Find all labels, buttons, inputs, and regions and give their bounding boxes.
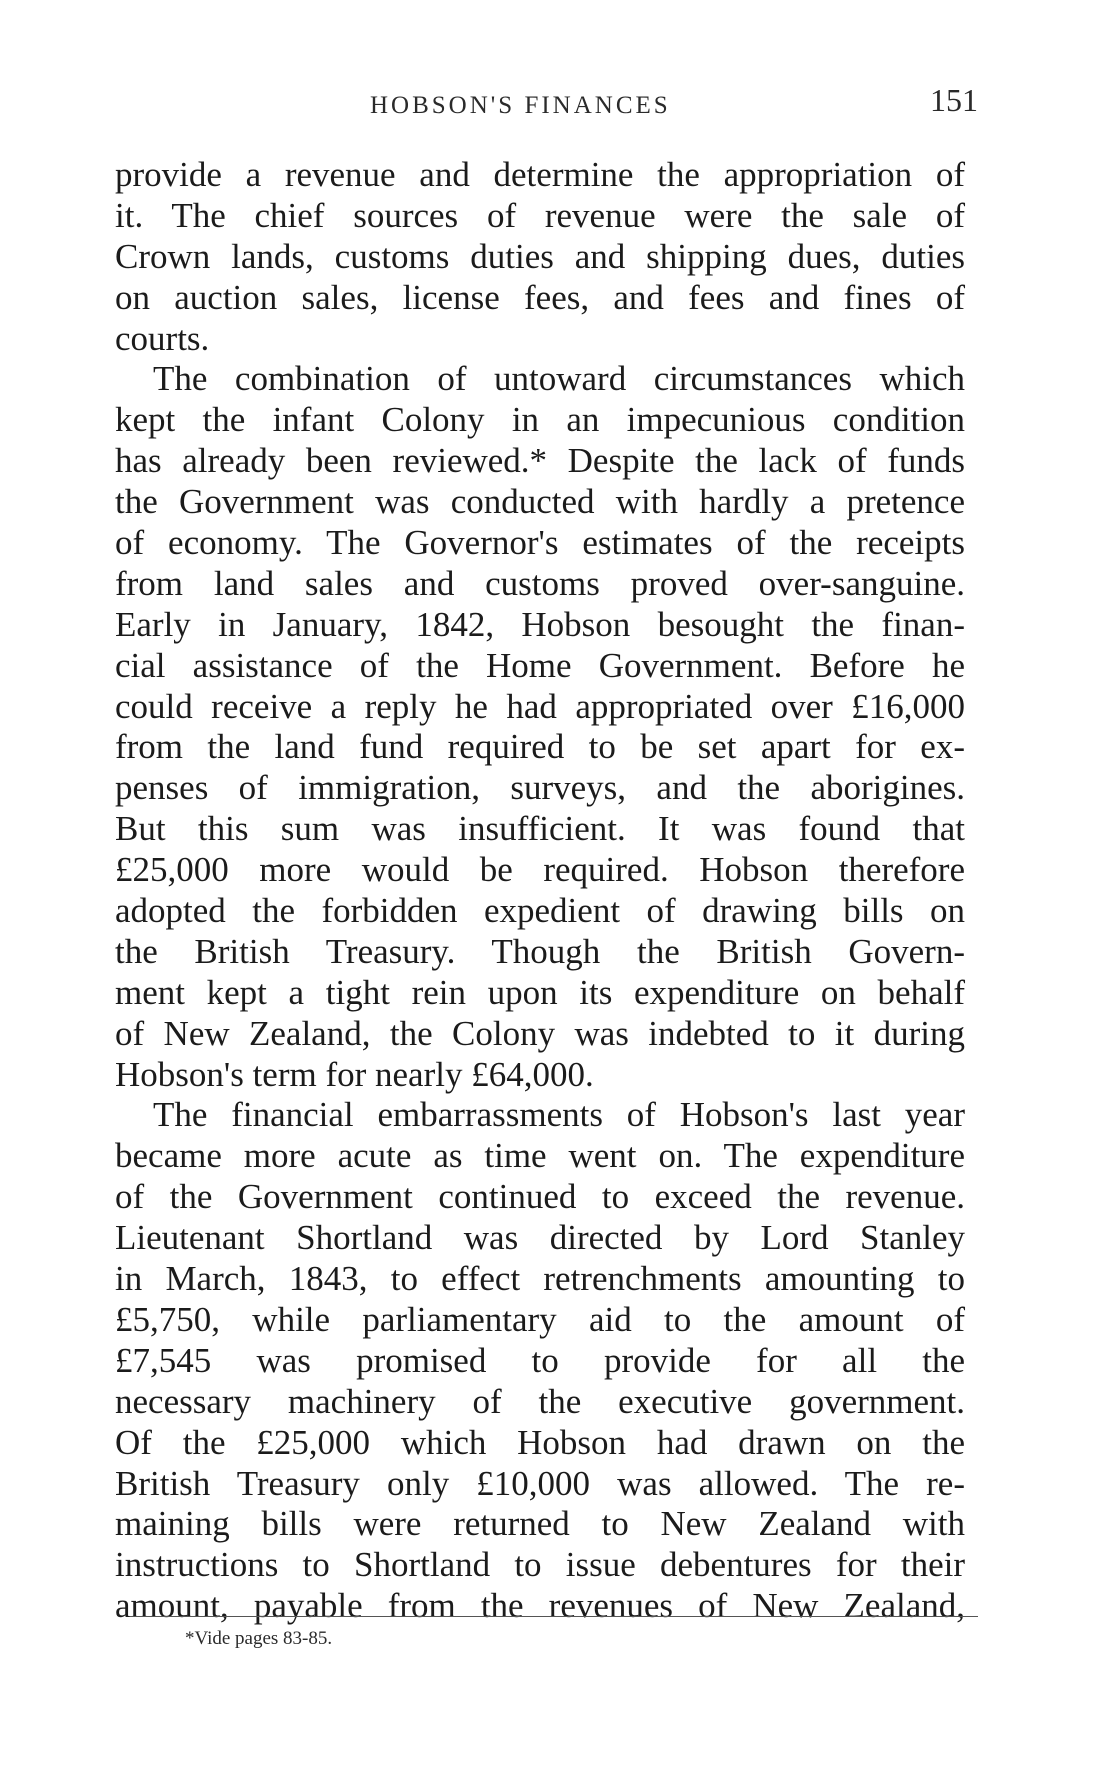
text-line: Early in January, 1842, Hobson besought the finan-	[115, 604, 965, 644]
footnote: *Vide pages 83-85.	[185, 1628, 333, 1649]
text-line: Crown lands, customs duties and shipping dues, duties	[115, 236, 965, 276]
text-line: kept the infant Colony in an impecunious condition	[115, 400, 965, 440]
text-line: amount, payable from the revenues of New Zealand,	[115, 1586, 965, 1626]
text-line: cial assistance of the Home Government. Before he	[115, 645, 965, 685]
text-line: ment kept a tight rein upon its expenditure on behalf	[115, 972, 965, 1012]
footnote-rule	[130, 1616, 978, 1617]
text-line: on auction sales, license fees, and fees and fines of	[115, 277, 965, 317]
text-line: £5,750, while parliamentary aid to the amount of	[115, 1299, 965, 1339]
text-line: provide a revenue and determine the appropriation of	[115, 155, 965, 194]
text-line: became more acute as time went on. The expenditure	[115, 1136, 965, 1176]
text-line: of the Government continued to exceed the revenue.	[115, 1177, 965, 1217]
text-line: the Government was conducted with hardly a pretence	[115, 482, 965, 522]
text-line: necessary machinery of the executive government.	[115, 1381, 965, 1421]
page-number: 151	[930, 82, 978, 118]
text-line: £7,545 was promised to provide for all the	[115, 1340, 965, 1380]
text-line: Hobson's term for nearly £64,000.	[115, 1054, 594, 1094]
body-text	[115, 155, 965, 1627]
text-line: Of the £25,000 which Hobson had drawn on the	[115, 1422, 965, 1462]
text-line: Lieutenant Shortland was directed by Lord Stanley	[115, 1218, 965, 1258]
text-line: in March, 1843, to effect retrenchments amounting to	[115, 1259, 965, 1299]
running-title: HOBSON'S FINANCES	[370, 92, 671, 119]
text-line: the British Treasury. Though the British Govern-	[115, 931, 965, 971]
text-line: courts.	[115, 318, 210, 358]
text-line: from land sales and customs proved over-sanguine.	[115, 563, 965, 603]
text-line: But this sum was insufficient. It was found that	[115, 809, 965, 849]
text-line: instructions to Shortland to issue debentures for their	[115, 1545, 965, 1585]
text-line: British Treasury only £10,000 was allowed. The re-	[115, 1463, 965, 1503]
text-line: of New Zealand, the Colony was indebted to it during	[115, 1013, 965, 1053]
text-line: has already been reviewed.* Despite the lack of funds	[115, 441, 965, 481]
text-line: from the land fund required to be set apart for ex-	[115, 727, 965, 767]
text-line: adopted the forbidden expedient of drawing bills on	[115, 891, 965, 931]
text-line: maining bills were returned to New Zealand with	[115, 1504, 965, 1544]
text-line: it. The chief sources of revenue were the sale of	[115, 195, 965, 235]
text-line: penses of immigration, surveys, and the aborigines.	[115, 768, 965, 808]
text-line: could receive a reply he had appropriated over £16,000	[115, 686, 965, 726]
paragraph-first-line: The combination of untoward circumstances which	[153, 359, 965, 399]
text-line: of economy. The Governor's estimates of the receipts	[115, 523, 965, 563]
paragraph-first-line: The financial embarrassments of Hobson's last year	[153, 1095, 965, 1135]
text-line: £25,000 more would be required. Hobson therefore	[115, 850, 965, 890]
